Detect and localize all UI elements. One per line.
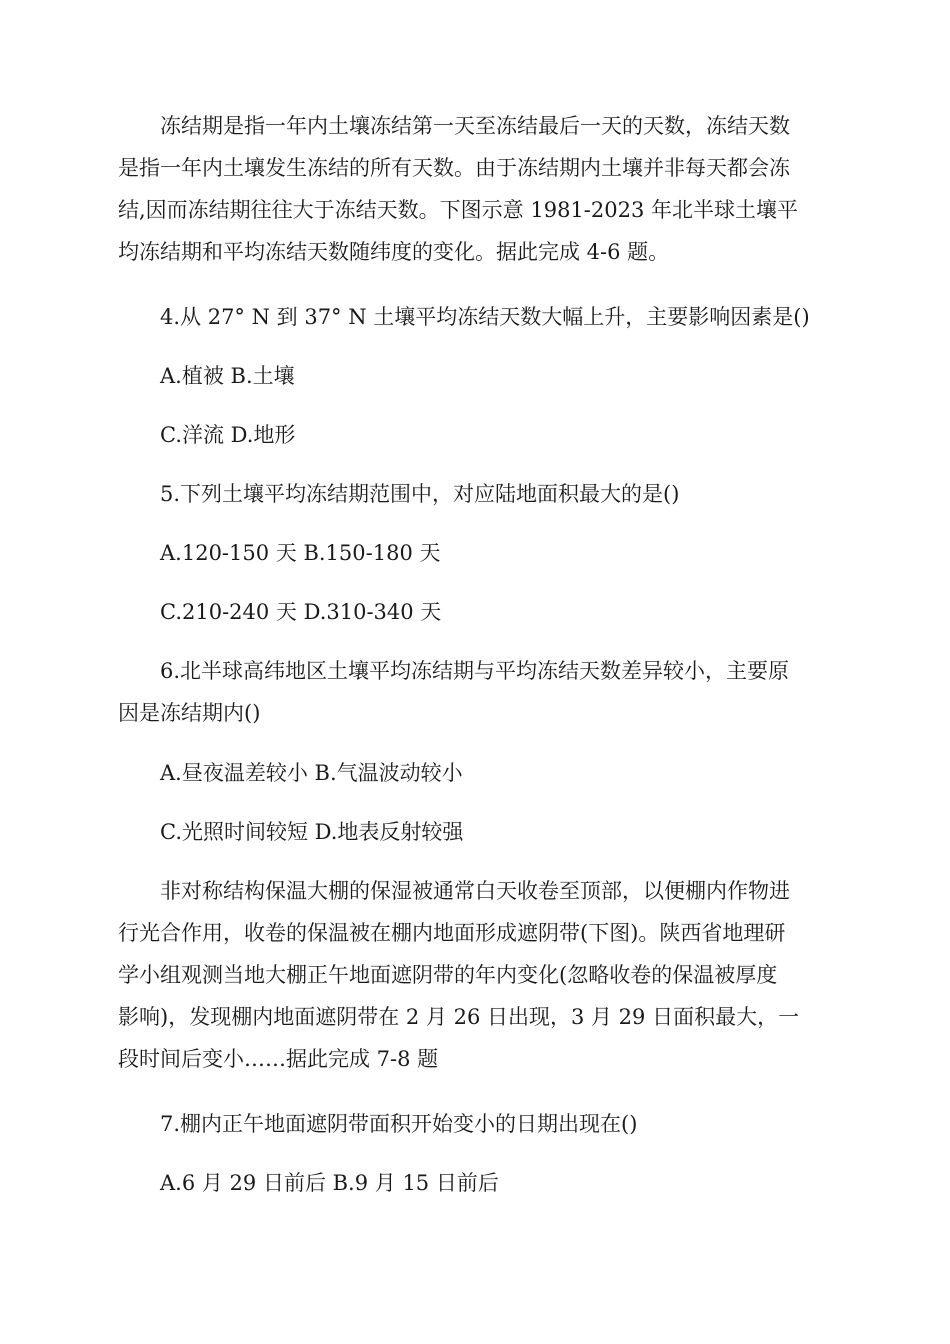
question-7-options-ab: A.6 月 29 日前后 B.9 月 15 日前后 <box>160 1171 499 1195</box>
intro2-line-2: 行光合作用，收卷的保温被在棚内地面形成遮阴带(下图)。陕西省地理研 <box>118 921 786 945</box>
question-4-options-ab: A.植被 B.土壤 <box>160 364 295 388</box>
question-5-stem: 5.下列土壤平均冻结期范围中，对应陆地面积最大的是() <box>160 482 680 506</box>
question-4-stem: 4.从 27° N 到 37° N 土壤平均冻结天数大幅上升，主要影响因素是() <box>160 305 810 329</box>
question-4-options-cd: C.洋流 D.地形 <box>160 423 296 447</box>
question-5-options-cd: C.210-240 天 D.310-340 天 <box>160 600 442 624</box>
intro1-line-2: 是指一年内土壤发生冻结的所有天数。由于冻结期内土壤并非每天都会冻 <box>118 156 790 180</box>
question-7-stem: 7.棚内正午地面遮阴带面积开始变小的日期出现在() <box>160 1112 638 1136</box>
intro1-line-1: 冻结期是指一年内土壤冻结第一天至冻结最后一天的天数，冻结天数 <box>160 114 790 138</box>
intro2-line-5: 段时间后变小……据此完成 7-8 题 <box>118 1047 439 1071</box>
question-6-options-ab: A.昼夜温差较小 B.气温波动较小 <box>160 761 463 785</box>
intro2-line-1: 非对称结构保温大棚的保湿被通常白天收卷至顶部，以便棚内作物进 <box>160 879 790 903</box>
intro1-line-4: 均冻结期和平均冻结天数随纬度的变化。据此完成 4-6 题。 <box>118 240 670 264</box>
question-6-options-cd: C.光照时间较短 D.地表反射较强 <box>160 820 464 844</box>
question-5-options-ab: A.120-150 天 B.150-180 天 <box>160 541 441 565</box>
question-6-stem-line-1: 6.北半球高纬地区土壤平均冻结期与平均冻结天数差异较小，主要原 <box>160 659 790 683</box>
question-6-stem-line-2: 因是冻结期内() <box>118 701 261 725</box>
intro2-line-4: 影响)，发现棚内地面遮阴带在 2 月 26 日出现，3 月 29 日面积最大，一 <box>118 1005 800 1029</box>
intro1-line-3: 结,因而冻结期往往大于冻结天数。下图示意 1981-2023 年北半球土壤平 <box>118 198 799 222</box>
intro2-line-3: 学小组观测当地大棚正午地面遮阴带的年内变化(忽略收卷的保温被厚度 <box>118 963 778 987</box>
